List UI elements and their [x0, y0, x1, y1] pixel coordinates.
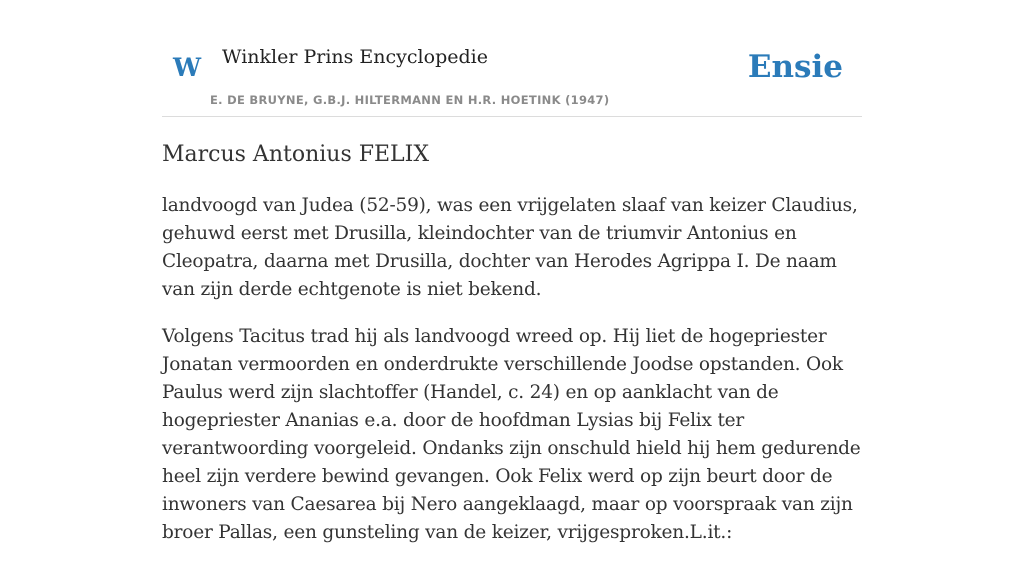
- publication-title[interactable]: Winkler Prins Encyclopedie: [222, 46, 488, 68]
- ensie-logo[interactable]: Ensie: [747, 49, 843, 85]
- winkler-prins-logo[interactable]: W: [173, 53, 202, 82]
- page: [162, 0, 862, 543]
- site-header: [162, 0, 862, 117]
- publication-authors: E. DE BRUYNE, G.B.J. HILTERMANN EN H.R. HOETINK (1947): [210, 93, 610, 107]
- article-paragraph: Volgens Tacitus trad hij als landvoogd wreed op. Hij liet de hogepriester Jonatan vermoorden en onderdrukte verschillende Joodse opstanden. Ook Paulus werd zijn slachtoffer (Handel, c. 24) en op aanklacht van de hogepriester Ananias e.a. door de hoofdman Lysias bij Felix ter verantwoording voorgeleid. Ondanks zijn onschuld hield hij hem gedurende heel zijn verdere bewind gevangen. Ook Felix werd op zijn beurt door de inwoners van Caesarea bij Nero aangeklaagd, maar op voorspraak van zijn broer Pallas, een gunsteling van de keizer, vrijgesproken.L.it.:: [162, 326, 861, 543]
- article-paragraph: landvoogd van Judea (52-59), was een vrijgelaten slaaf van keizer Claudius, gehuwd eerst met Drusilla, kleindochter van de triumvir Antonius en Cleopatra, daarna met Drusilla, dochter van Herodes Agrippa I. De naam van zijn derde echtgenote is niet bekend.: [162, 195, 858, 300]
- article-body: [162, 192, 862, 566]
- article-title: Marcus Antonius FELIX: [162, 142, 430, 167]
